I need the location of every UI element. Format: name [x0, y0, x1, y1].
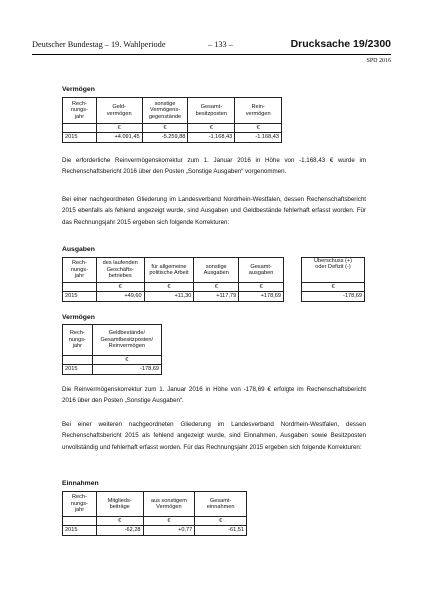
table-cell: €: [235, 124, 282, 133]
vermoegen-table-2: [62, 324, 162, 375]
table-cell: 2015: [63, 292, 97, 302]
section-title-einnahmen: Einnahmen: [62, 480, 99, 487]
table-cell: €: [195, 517, 247, 526]
table-cell: [63, 356, 93, 365]
table-cell: -1.168,43: [188, 133, 235, 143]
table-cell: +178,69: [239, 292, 284, 302]
header-party-year: SPD 2016: [366, 58, 391, 64]
currency-row: [63, 356, 162, 365]
table-cell: +0,77: [143, 526, 195, 536]
vermoegen-table: [62, 97, 282, 143]
currency-row: [63, 517, 247, 526]
table-row: [63, 292, 284, 302]
table-cell: €: [188, 124, 235, 133]
table-cell: €: [96, 517, 143, 526]
table-cell: [63, 124, 97, 133]
einnahmen-table: [62, 491, 247, 536]
paragraph: Die erforderliche Reinvermögenskorrektur zum 1. Januar 2016 in Höhe von -1.168,43 € wurde im Rechenschaftsbericht 2016 über den Posten „Sonstige Ausgaben“ vorgenommen.: [62, 157, 366, 176]
table-row: [63, 365, 162, 375]
table-cell: -178,69: [302, 292, 365, 302]
table-cell: 2015: [63, 365, 93, 375]
table-cell: -5.259,88: [142, 133, 188, 143]
table-cell: -1.168,43: [235, 133, 282, 143]
table-cell: €: [96, 283, 144, 292]
col-header: Rech- nungs- jahr: [63, 492, 97, 517]
table-row: [63, 526, 247, 536]
table-row: [302, 292, 365, 302]
col-header: des laufenden Geschäfts- betriebes: [96, 258, 144, 283]
ausgaben-table: [62, 257, 284, 302]
table-cell: -61,51: [195, 526, 247, 536]
table-cell: €: [302, 283, 365, 292]
table-cell: -62,28: [96, 526, 143, 536]
table-cell: €: [239, 283, 284, 292]
col-header: Rech- nungs- jahr: [63, 258, 97, 283]
table-cell: €: [96, 124, 142, 133]
table-cell: +49,60: [96, 292, 144, 302]
col-header: sonstige Ausgaben: [194, 258, 239, 283]
table-cell: [63, 283, 97, 292]
table-cell: €: [143, 517, 195, 526]
table-cell: €: [144, 283, 194, 292]
col-header: Rech- nungs- jahr: [63, 98, 97, 124]
table-cell: 2015: [63, 526, 97, 536]
paragraph: Bei einer weiteren nachgeordneten Gliederung im Landesverband Nordrhein-Westfalen, dessen Rechenschaftsbericht 2015 als fehlend angezeigt wurde, sind Einnahmen, Ausgaben sowie Besitzposten unvollständig und fehlerhaft erfasst worden. Für das Rechnungsjahr 2015 ergeben sich folgende Korrekturen:: [62, 421, 366, 451]
col-header: Überschuss (+) oder Defizit (-): [302, 258, 365, 283]
ueberschuss-table: [301, 257, 365, 302]
currency-row: [63, 124, 282, 133]
header-publication: Deutscher Bundestag – 19. Wahlperiode: [32, 40, 166, 49]
table-header-row: [63, 98, 282, 124]
col-header: Geldbestände/ Gesamtbesitzposten/ Reinvermögen: [92, 325, 161, 356]
paragraph: Die Reinvermögenskorrektur zum 1. Januar 2016 in Höhe von -178,69 € erfolgte im Rechenschaftsbericht 2016 über den Posten „Sonstige Ausgaben“.: [62, 386, 366, 405]
paragraph: Bei einer nachgeordneten Gliederung im Landesverband Nordrhein-Westfalen, dessen Rechenschaftsbericht 2015 ebenfalls als fehlend angezeigt wurde, sind Ausgaben und Geldbestände fehlerhaft erfasst worden. Für das Rechnungsjahr 2015 ergeben sich folgende Korrekturen:: [62, 196, 366, 226]
section-title-ausgaben: Ausgaben: [62, 246, 95, 253]
col-header: Gesamt- besitzposten: [188, 98, 235, 124]
table-row: [63, 133, 282, 143]
table-header-row: [63, 492, 247, 517]
col-header: Rech- nungs- jahr: [63, 325, 93, 356]
col-header: für allgemeine politische Arbeit: [144, 258, 194, 283]
col-header: Geld- vermögen: [96, 98, 142, 124]
table-header-row: [63, 258, 284, 283]
col-header: aus sonstigem Vermögen: [143, 492, 195, 517]
table-header-row: [63, 325, 162, 356]
table-cell: €: [194, 283, 239, 292]
table-cell: €: [142, 124, 188, 133]
col-header: Gesamt- einnahmen: [195, 492, 247, 517]
table-cell: €: [92, 356, 161, 365]
page-header: [32, 40, 391, 55]
section-title-vermoegen-2: Vermögen: [62, 314, 95, 321]
table-cell: -178,69: [92, 365, 161, 375]
table-header-row: [302, 258, 365, 283]
col-header: Mitglieds- beiträge: [96, 492, 143, 517]
col-header: Rein- vermögen: [235, 98, 282, 124]
col-header: Gesamt- ausgaben: [239, 258, 284, 283]
section-title-vermoegen: Vermögen: [62, 86, 95, 93]
table-cell: +11,30: [144, 292, 194, 302]
header-page-number: – 133 –: [208, 40, 233, 49]
table-cell: [63, 517, 97, 526]
currency-row: [302, 283, 365, 292]
table-cell: +117,79: [194, 292, 239, 302]
table-cell: 2015: [63, 133, 97, 143]
table-cell: +4.091,45: [96, 133, 142, 143]
header-document-number: Drucksache 19/2300: [290, 38, 391, 50]
currency-row: [63, 283, 284, 292]
col-header: sonstige Vermögens- gegenstände: [142, 98, 188, 124]
